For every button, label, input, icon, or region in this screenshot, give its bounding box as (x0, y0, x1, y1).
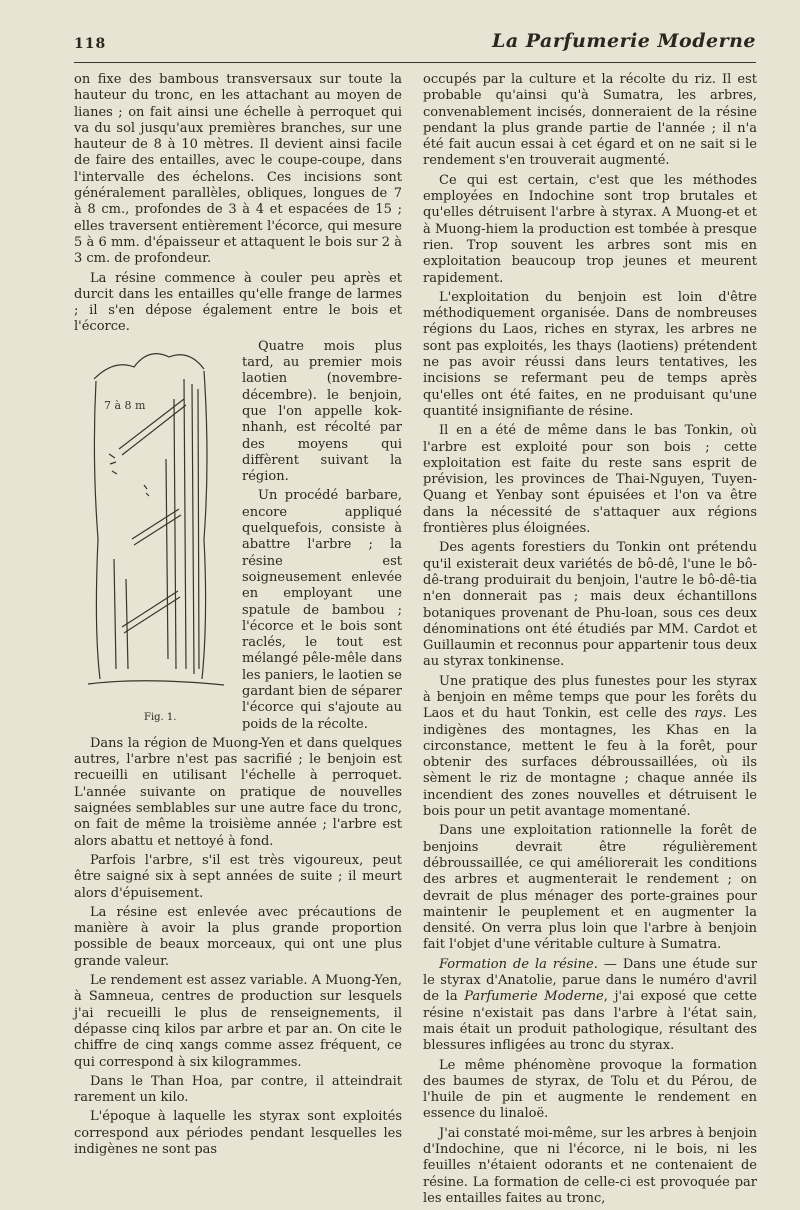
paragraph: Un procédé barbare, encore appliqué quelquefois, consiste à abattre l'arbre ; la résine est soigneusement enlevée en employant une spatule de bambou ; l'écorce et le bois sont raclés, le tout est mélangé pêle-mêle dans les paniers, le laotien se gardant bien de séparer l'écorce qui s'ajoute au poids de la récolte. (242, 488, 402, 732)
paragraph: J'ai constaté moi-même, sur les arbres à benjoin d'Indochine, que ni l'écorce, ni le bois, ni les feuilles n'étaient odorants et ne contenaient de résine. La formation de celle-ci est provoquée par les entailles faites au tronc, (423, 1125, 757, 1206)
text-span: . Les indigènes des montagnes, les Khas en la circonstance, mettent le feu à la forêt, pour obtenir des surfaces débroussaillées, où ils sèment le riz de montagne ; chaque année ils incendient des zones nouvelles et détruisent le bois pour un petit avantage momentané. (423, 706, 757, 820)
paragraph: Ce qui est certain, c'est que les méthodes employées en Indochine sont trop brutales et qu'elles détruisent l'arbre à styrax. A Muong-et et à Muong-hiem la production est tombée à presque rien. Trop souvent les arbres sont mis en exploitation beaucoup trop jeunes et meurent rapidement. (423, 172, 757, 286)
paragraph: Quatre mois plus tard, au premier mois laotien (novembre-décembre). le benjoin, que l'on appelle kok-nhanh, est récolté par des moyens qui diffèrent suivant la région. (242, 338, 402, 485)
page-number: 118 (74, 36, 107, 52)
paragraph: La résine est enlevée avec précautions de manière à avoir la plus grande proportion possible de beaux morceaux, qui ont une plus grande valeur. (74, 904, 402, 969)
figure-caption: Fig. 1. (144, 712, 177, 724)
header-rule (74, 62, 756, 63)
journal-reference: Parfumerie Moderne (464, 989, 604, 1005)
paragraph: Parfois l'arbre, s'il est très vigoureux, peut être saigné six à sept années de suite ; il meurt alors d'épuisement. (74, 852, 402, 901)
paragraph: L'époque à laquelle les styrax sont exploités correspond aux périodes pendant lesquelles les indigènes ne sont pas (74, 1109, 402, 1157)
paragraph: Dans une exploitation rationnelle la forêt de benjoins devrait être régulièrement débroussaillée, ce qui améliorerait les conditions des arbres et augmenterait le rendement ; on devrait de plus ménager des porte-graines pour maintenir le peuplement et en augmenter la densité. On verra plus loin que l'arbre à benjoin fait l'objet d'une véritable culture à Sumatra. (423, 823, 757, 953)
figure-1 (74, 339, 234, 731)
journal-title: La Parfumerie Moderne (492, 30, 756, 52)
left-column (74, 72, 402, 1161)
paragraph: La résine commence à couler peu après et durcit dans les entailles qu'elle frange de larmes ; il s'en dépose également entre le bois et l'écorce. (74, 270, 402, 335)
paragraph (423, 957, 757, 1055)
paragraph: on fixe des bambous transversaux sur toute la hauteur du tronc, en les attachant au moyen de lianes ; on fait ainsi une échelle à perroquet qui va du sol jusqu'aux premières branches, sur une hauteur de 8 à 10 mètres. Il devient ainsi facile de faire des entailles, avec le coupe-coupe, dans l'intervalle des échelons. Ces incisions sont généralement parallèles, obliques, longues de 7 à 8 cm., profondes de 3 à 4 et espacées de 15 ; elles traversent entièrement l'écorce, qui mesure 5 à 6 mm. d'épaisseur et attaquent le bois sur 2 à 3 cm. de profondeur. (74, 72, 402, 267)
paragraph: Le rendement est assez variable. A Muong-Yen, à Samneua, centres de production sur lesquels j'ai recueilli le plus de renseignements, il dépasse cinq kilos par arbre et par an. On cite le chiffre de cinq xangs comme assez fréquent, ce qui correspond à six kilogrammes. (74, 973, 402, 1070)
text-span: , j'ai exposé que cette résine n'existait pas dans l'arbre à l'état sain, mais était un produit pathologique, résultant des blessures infligées au tronc du styrax. (423, 989, 757, 1054)
italic-term: rays (694, 706, 723, 722)
right-column (423, 72, 757, 1210)
paragraph: Il en a été de même dans le bas Tonkin, où l'arbre est exploité pour son bois ; cette exploitation est faite du reste sans esprit de prévision, les provinces de Thai-Nguyen, Tuyen-Quang et Yenbay sont épuisées et l'on va être dans la nécessité de s'attaquer aux régions frontières plus éloignées. (423, 423, 757, 537)
paragraph (423, 674, 757, 821)
benzoin-tree-trunk-sketch-icon (74, 339, 234, 719)
paragraph: occupés par la culture et la récolte du riz. Il est probable qu'ainsi qu'à Sumatra, les arbres, convenablement incisés, donneraient de la résine pendant la plus grande partie de l'année ; il n'a été fait aucun essai à cet égard et on ne sait si le rendement s'en trouverait augmenté. (423, 72, 757, 169)
text-span: — Dans une étude sur le styrax d'Anatolie, parue dans le numéro d'avril de la (423, 956, 758, 1005)
paragraph: Dans la région de Muong-Yen et dans quelques autres, l'arbre n'est pas sacrifié ; le benjoin est recueilli en utilisant l'échelle à perroquet. L'année suivante on pratique de nouvelles saignées semblables sur une autre face du tronc, on fait de même la troisième année ; l'arbre est alors abattu et nettoyé à fond. (74, 735, 402, 849)
paragraph: Le même phénomène provoque la formation des baumes de styrax, de Tolu et du Pérou, de l'huile de pin et augmente le rendement en essence du linaloë. (423, 1057, 757, 1122)
text-span: Une pratique des plus funestes pour les styrax à benjoin en même temps que pour les forêts du Laos et du haut Tonkin, est celle des (423, 673, 757, 722)
paragraph: Des agents forestiers du Tonkin ont prétendu qu'il existerait deux variétés de bô-dê, l'une le bô-dê-trang produirait du benjoin, l'autre le bô-dê-tia n'en donnerait pas ; mais deux échantillons botaniques provenant de Phu-loan, sous ces deux dénominations ont été étudiés par MM. Cardot et Guillaumin et reconnus pour appartenir tous deux au styrax tonkinense. (423, 540, 757, 670)
section-heading: Formation de la résine. (439, 956, 598, 972)
paragraph: Dans le Than Hoa, par contre, il atteindrait rarement un kilo. (74, 1073, 402, 1106)
paragraph: L'exploitation du benjoin est loin d'être méthodiquement organisée. Dans de nombreuses régions du Laos, riches en styrax, les arbres ne sont pas exploités, les thays (laotiens) prétendent ne pas avoir réussi dans leurs tentatives, les incisions se refermant peu de temps après qu'elles ont été faites, en ne produisant qu'une quantité insignifiante de résine. (423, 289, 757, 419)
svg-text:7 à 8 m: 7 à 8 m (104, 398, 146, 412)
